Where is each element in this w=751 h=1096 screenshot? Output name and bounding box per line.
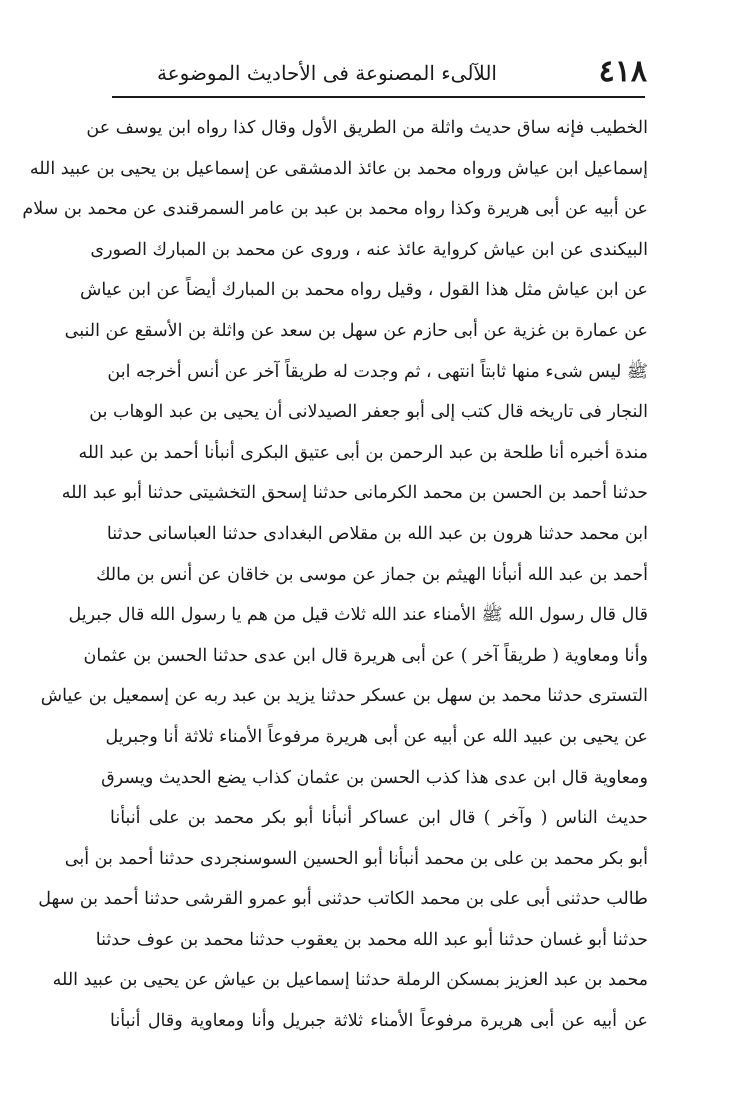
text-line: حدثنا أبو غسان حدثنا أبو عبد الله محمد بن يعقوب حدثنا محمد بن عوف حدثنا (95, 929, 648, 950)
text-line: مندة أخبره أنا طلحة بن عبد الرحمن بن أبى عتيق البكرى أنبأنا أحمد بن عبد الله (78, 442, 648, 463)
text-line: أحمد بن عبد الله أنبأنا الهيثم بن جماز عن موسى بن خاقان عن أنس بن مالك (96, 564, 648, 585)
text-line: طالب حدثنى أبى على بن محمد الكاتب حدثنى أبو عمرو القرشى حدثنا أحمد بن سهل (38, 889, 648, 910)
text-line: عن أبيه عن أبى هريرة مرفوعاً الأمناء ثلاثة جبريل وأنا ومعاوية وقال أنبأنا (110, 1011, 648, 1032)
text-line: ﷺ ليس شىء منها ثابتاً انتهى ، ثم وجدت له طريقاً آخر عن أنس أخرجه ابن (107, 361, 648, 382)
text-line: البيكندى عن ابن عياش كرواية عائذ عنه ، وروى عن محمد بن المبارك الصورى (90, 239, 648, 260)
text-line: قال قال رسول الله ﷺ الأمناء عند الله ثلاث قيل من هم يا رسول الله قال جبريل (68, 605, 648, 626)
text-line: حديث الناس ( وآخر ) قال ابن عساكر أنبأنا أبو بكر محمد بن على أنبأنا (110, 808, 648, 829)
text-line: النجار فى تاريخه قال كتب إلى أبو جعفر الصيدلانى أن يحيى بن عبد الوهاب بن (89, 402, 648, 423)
body-text (22, 108, 648, 1042)
text-line: ومعاوية قال ابن عدى هذا كذب الحسن بن عثمان كذاب يضع الحديث ويسرق (101, 767, 648, 788)
page-header (112, 54, 647, 94)
text-line: ابن محمد حدثنا هرون بن عبد الله بن مقلاص البغدادى حدثنا العباسانى حدثنا (106, 523, 648, 544)
text-line: عن يحيى بن عبيد الله عن أبيه عن أبى هريرة مرفوعاً الأمناء ثلاثة أنا وجبريل (105, 726, 648, 747)
text-line: أبو بكر محمد بن على بن محمد أنبأنا أبو الحسين السوسنجردى حدثنا أحمد بن أبى (64, 848, 648, 869)
text-line: إسماعيل ابن عياش ورواه محمد بن عائذ الدمشقى عن إسماعيل بن يحيى بن عبيد الله (29, 158, 648, 179)
text-line: عن عمارة بن غزية عن أبى حازم عن سهل بن سعد عن واثلة بن الأسقع عن النبى (64, 320, 648, 341)
text-line: وأنا ومعاوية ( طريقاً آخر ) عن أبى هريرة قال ابن عدى حدثنا الحسن بن عثمان (83, 645, 648, 666)
text-line: التسترى حدثنا محمد بن سهل بن عسكر حدثنا يزيد بن عبد ربه عن إسمعيل بن عياش (40, 686, 648, 707)
running-title: اللآلىء المصنوعة فى الأحاديث الموضوعة (156, 61, 497, 85)
text-line: محمد بن عبد العزيز بمسكن الرملة حدثنا إسماعيل بن عياش عن يحيى بن عبيد الله (52, 970, 648, 991)
text-line: عن أبيه عن أبى هريرة وكذا رواه محمد بن عبد بن عامر السمرقندى عن محمد بن سلام (22, 199, 648, 220)
text-line: عن ابن عياش مثل هذا القول ، وقيل رواه محمد بن المبارك أيضاً عن ابن عياش (79, 280, 648, 301)
page-number: ٤١٨ (598, 54, 647, 89)
header-rule (112, 96, 645, 98)
text-line: الخطيب فإنه ساق حديث واثلة من الطريق الأول وقال كذا رواه ابن يوسف عن (86, 118, 648, 138)
text-line: حدثنا أحمد بن الحسن بن محمد الكرمانى حدثنا إسحق التخشيتى حدثنا أبو عبد الله (61, 483, 648, 504)
